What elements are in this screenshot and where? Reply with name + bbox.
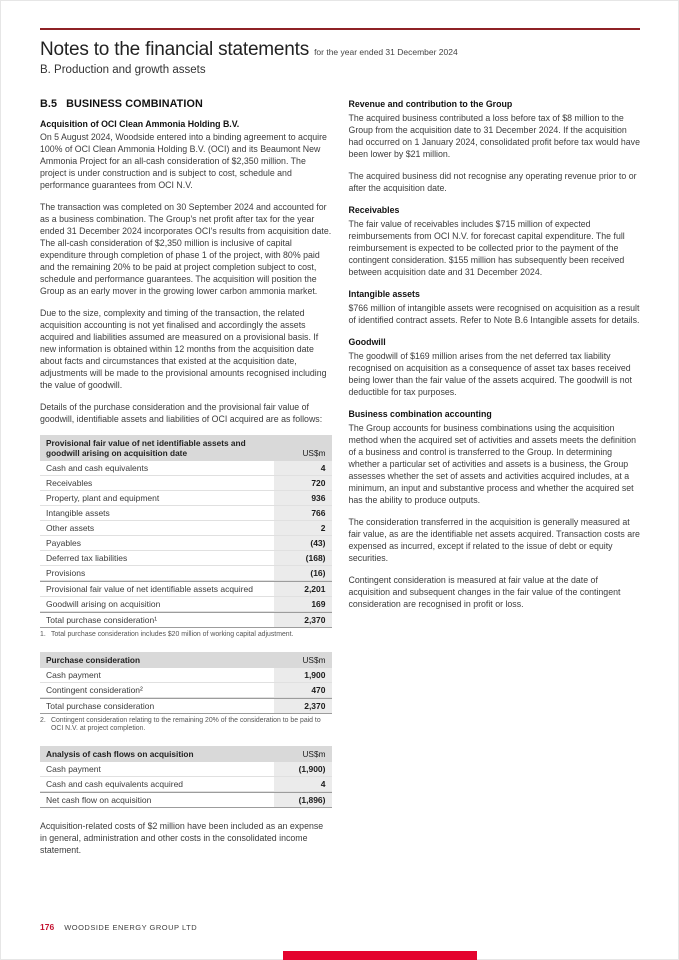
text-block: $766 million of intangible assets were recognised on acquisition as a result of identified contract assets. Refer to Note B.6 Intangible assets for details.	[348, 303, 640, 325]
table-row	[40, 668, 332, 683]
table-row	[40, 536, 332, 551]
table-row	[40, 762, 332, 777]
table-body	[40, 461, 332, 628]
table-header	[40, 435, 332, 461]
row-value: 720	[274, 476, 332, 490]
row-label: Provisional fair value of net identifiable assets acquired	[46, 584, 253, 594]
table-purchase-consideration	[40, 652, 332, 734]
table-provisional-fair-value	[40, 435, 332, 640]
row-label: Cash payment	[46, 763, 101, 774]
row-value: 2,370	[274, 699, 332, 713]
left-paragraphs	[40, 131, 332, 425]
bottom-red-bar	[283, 951, 477, 960]
page-title	[40, 40, 640, 62]
table-row	[40, 461, 332, 476]
text-block: The Group accounts for business combinations using the acquisition method when the acquired set of activities and assets meets the definition of a business and control is transferred to the Group. In determining whether a particular set of activities and assets is a business, the Group assesses whether the set of assets and activities acquired includes, at a minimum, an input and substantive process and whether the acquired set has the ability to produce outputs.	[348, 423, 637, 505]
row-value: 766	[274, 506, 332, 520]
row-label: Intangible assets	[46, 508, 110, 518]
note-heading-label: BUSINESS COMBINATION	[66, 98, 203, 110]
page-title-text: Notes to the financial statements	[40, 39, 310, 60]
table-unit-label: US$m	[302, 654, 326, 665]
row-label: Provisions	[46, 568, 86, 578]
table-row	[40, 597, 332, 612]
row-value: (43)	[274, 536, 332, 550]
two-column-layout	[40, 98, 640, 866]
table-row	[40, 566, 332, 581]
row-label: Goodwill arising on acquisition	[46, 599, 161, 609]
row-label: Property, plant and equipment	[46, 493, 160, 503]
table-row	[40, 581, 332, 597]
row-value: 1,900	[274, 668, 332, 682]
table-header	[40, 652, 332, 668]
table-row	[40, 777, 332, 792]
footnote-marker: 1.	[40, 631, 46, 638]
text-block: Revenue and contribution to the Group	[348, 99, 513, 109]
page-header	[40, 28, 640, 76]
text-block: The acquired business did not recognise any operating revenue prior to or after the acquisition date.	[348, 171, 637, 193]
row-value: (1,896)	[274, 793, 332, 807]
page-footer	[40, 922, 197, 932]
footnote-text: Total purchase consideration includes $20 million of working capital adjustment.	[51, 631, 294, 638]
note-heading	[40, 98, 332, 110]
row-label: Total purchase consideration¹	[46, 615, 158, 625]
text-block: The goodwill of $169 million arises from the net deferred tax liability recognised on acquisition as a consequence of asset tax bases received being lower than the fair value of the assets acquired. The goodwill is not deductible for tax purposes.	[348, 351, 632, 397]
table-unit-label: US$m	[302, 748, 326, 759]
row-value: (168)	[274, 551, 332, 565]
table-row	[40, 612, 332, 628]
table-body	[40, 668, 332, 714]
row-label: Cash payment	[46, 669, 101, 680]
top-rule	[40, 28, 640, 30]
table-title: Analysis of cash flows on acquisition	[46, 748, 194, 759]
table-footnote	[40, 628, 332, 640]
row-label: Contingent consideration²	[46, 684, 143, 695]
row-value: (1,900)	[274, 762, 332, 776]
row-label: Payables	[46, 538, 81, 548]
table-title: Purchase consideration	[46, 654, 141, 665]
page-title-period: for the year ended 31 December 2024	[314, 47, 458, 57]
table-body	[40, 762, 332, 808]
page-content	[40, 28, 640, 866]
page-number: 176	[40, 922, 55, 932]
row-label: Cash and cash equivalents acquired	[46, 778, 184, 789]
paragraph: Details of the purchase consideration and the provisional fair value of goodwill, identifiable assets and liabilities of OCI acquired are as follows:	[40, 402, 323, 424]
row-value: 936	[274, 491, 332, 505]
table-title: Provisional fair value of net identifiable assets and goodwill arising on acquisition date	[46, 438, 246, 458]
left-column	[40, 98, 332, 866]
paragraph: On 5 August 2024, Woodside entered into a binding agreement to acquire 100% of OCI Clean Ammonia Holding B.V. (OCI) and its Beaumont New Ammonia Project for an all-cash consideration of $2,350 million. The project is under construction and is subject to cost, schedule and performance guarantees from OCI N.V.	[40, 132, 327, 190]
row-value: (16)	[274, 566, 332, 580]
footnote-text: Contingent consideration relating to the remaining 20% of the consideration to be paid to OCI N.V. at project completion.	[51, 716, 321, 732]
right-column	[349, 98, 641, 866]
row-value: 4	[274, 777, 332, 791]
text-block: Receivables	[348, 205, 400, 215]
text-block: Business combination accounting	[348, 409, 492, 419]
row-value: 4	[274, 461, 332, 475]
row-label: Other assets	[46, 523, 95, 533]
table-row	[40, 491, 332, 506]
row-value: 169	[274, 597, 332, 611]
table-row	[40, 792, 332, 808]
subheading-acquisition: Acquisition of OCI Clean Ammonia Holding B.V.	[40, 119, 240, 129]
section-title: B. Production and growth assets	[40, 64, 206, 76]
table-cash-flows	[40, 746, 332, 808]
table-row	[40, 551, 332, 566]
closing-paragraph: Acquisition-related costs of $2 million have been included as an expense in general, administration and other costs in the consolidated income statement.	[40, 820, 324, 855]
table-row	[40, 506, 332, 521]
text-block: Intangible assets	[348, 289, 420, 299]
company-name: WOODSIDE ENERGY GROUP LTD	[64, 923, 198, 932]
row-label: Receivables	[46, 478, 93, 488]
table-row	[40, 476, 332, 491]
note-number: B.5	[40, 98, 58, 110]
table-row	[40, 521, 332, 536]
text-block: Contingent consideration is measured at fair value at the date of acquisition and subsequent changes in the fair value of the contingent consideration are recognised in profit or loss.	[348, 575, 621, 609]
row-value: 2,201	[274, 582, 332, 596]
table-row	[40, 698, 332, 714]
table-footnote	[40, 714, 332, 734]
footnote-marker: 2.	[40, 716, 46, 724]
row-label: Total purchase consideration	[46, 700, 155, 711]
table-unit-label: US$m	[302, 448, 326, 458]
table-header	[40, 746, 332, 762]
row-label: Cash and cash equivalents	[46, 463, 149, 473]
row-value: 2	[274, 521, 332, 535]
text-block: The acquired business contributed a loss before tax of $8 million to the Group from the acquisition date to 31 December 2024. If the acquisition had occurred on 1 January 2024, consolidated profit before tax would have been lower by $21 million.	[348, 113, 640, 159]
row-label: Deferred tax liabilities	[46, 553, 128, 563]
row-value: 2,370	[274, 613, 332, 627]
text-block: The consideration transferred in the acquisition is generally measured at fair value, as are the identifiable net assets acquired. Transaction costs are expensed as incurred, except if related to the issue of debt or equity securities.	[348, 517, 640, 563]
text-block: The fair value of receivables includes $715 million of expected reimbursements from OCI N.V. for forecast capital expenditure. The full reimbursement is expected to be collected prior to the payment of the contingent consideration. $155 million has subsequently been received between acquisition date and 31 December 2024.	[348, 219, 625, 277]
row-label: Net cash flow on acquisition	[46, 794, 152, 805]
text-block: Goodwill	[348, 337, 386, 347]
paragraph: The transaction was completed on 30 September 2024 and accounted for as a business combination. The Group's net profit after tax for the year ended 31 December 2024 incorporates OCI's results from acquisition date. The all-cash consideration of $2,350 million is inclusive of capital expenditure through completion of phase 1 of the project, with 80% paid and the remaining 20% to be paid at project completion subject to cost, schedule and performance guarantees. The acquisition will position the Group as an early mover in the growing lower carbon ammonia market.	[40, 202, 332, 296]
row-value: 470	[274, 683, 332, 697]
table-row	[40, 683, 332, 698]
paragraph: Due to the size, complexity and timing of the transaction, the related acquisition accounting is not yet finalised and accordingly the assets acquired and liabilities assumed are measured on a provisional basis. If new information is obtained within 12 months from the acquisition date about facts and circumstances that existed at the acquisition date, adjustments will be made to the provisional amounts recognised including the value of goodwill.	[40, 308, 327, 390]
